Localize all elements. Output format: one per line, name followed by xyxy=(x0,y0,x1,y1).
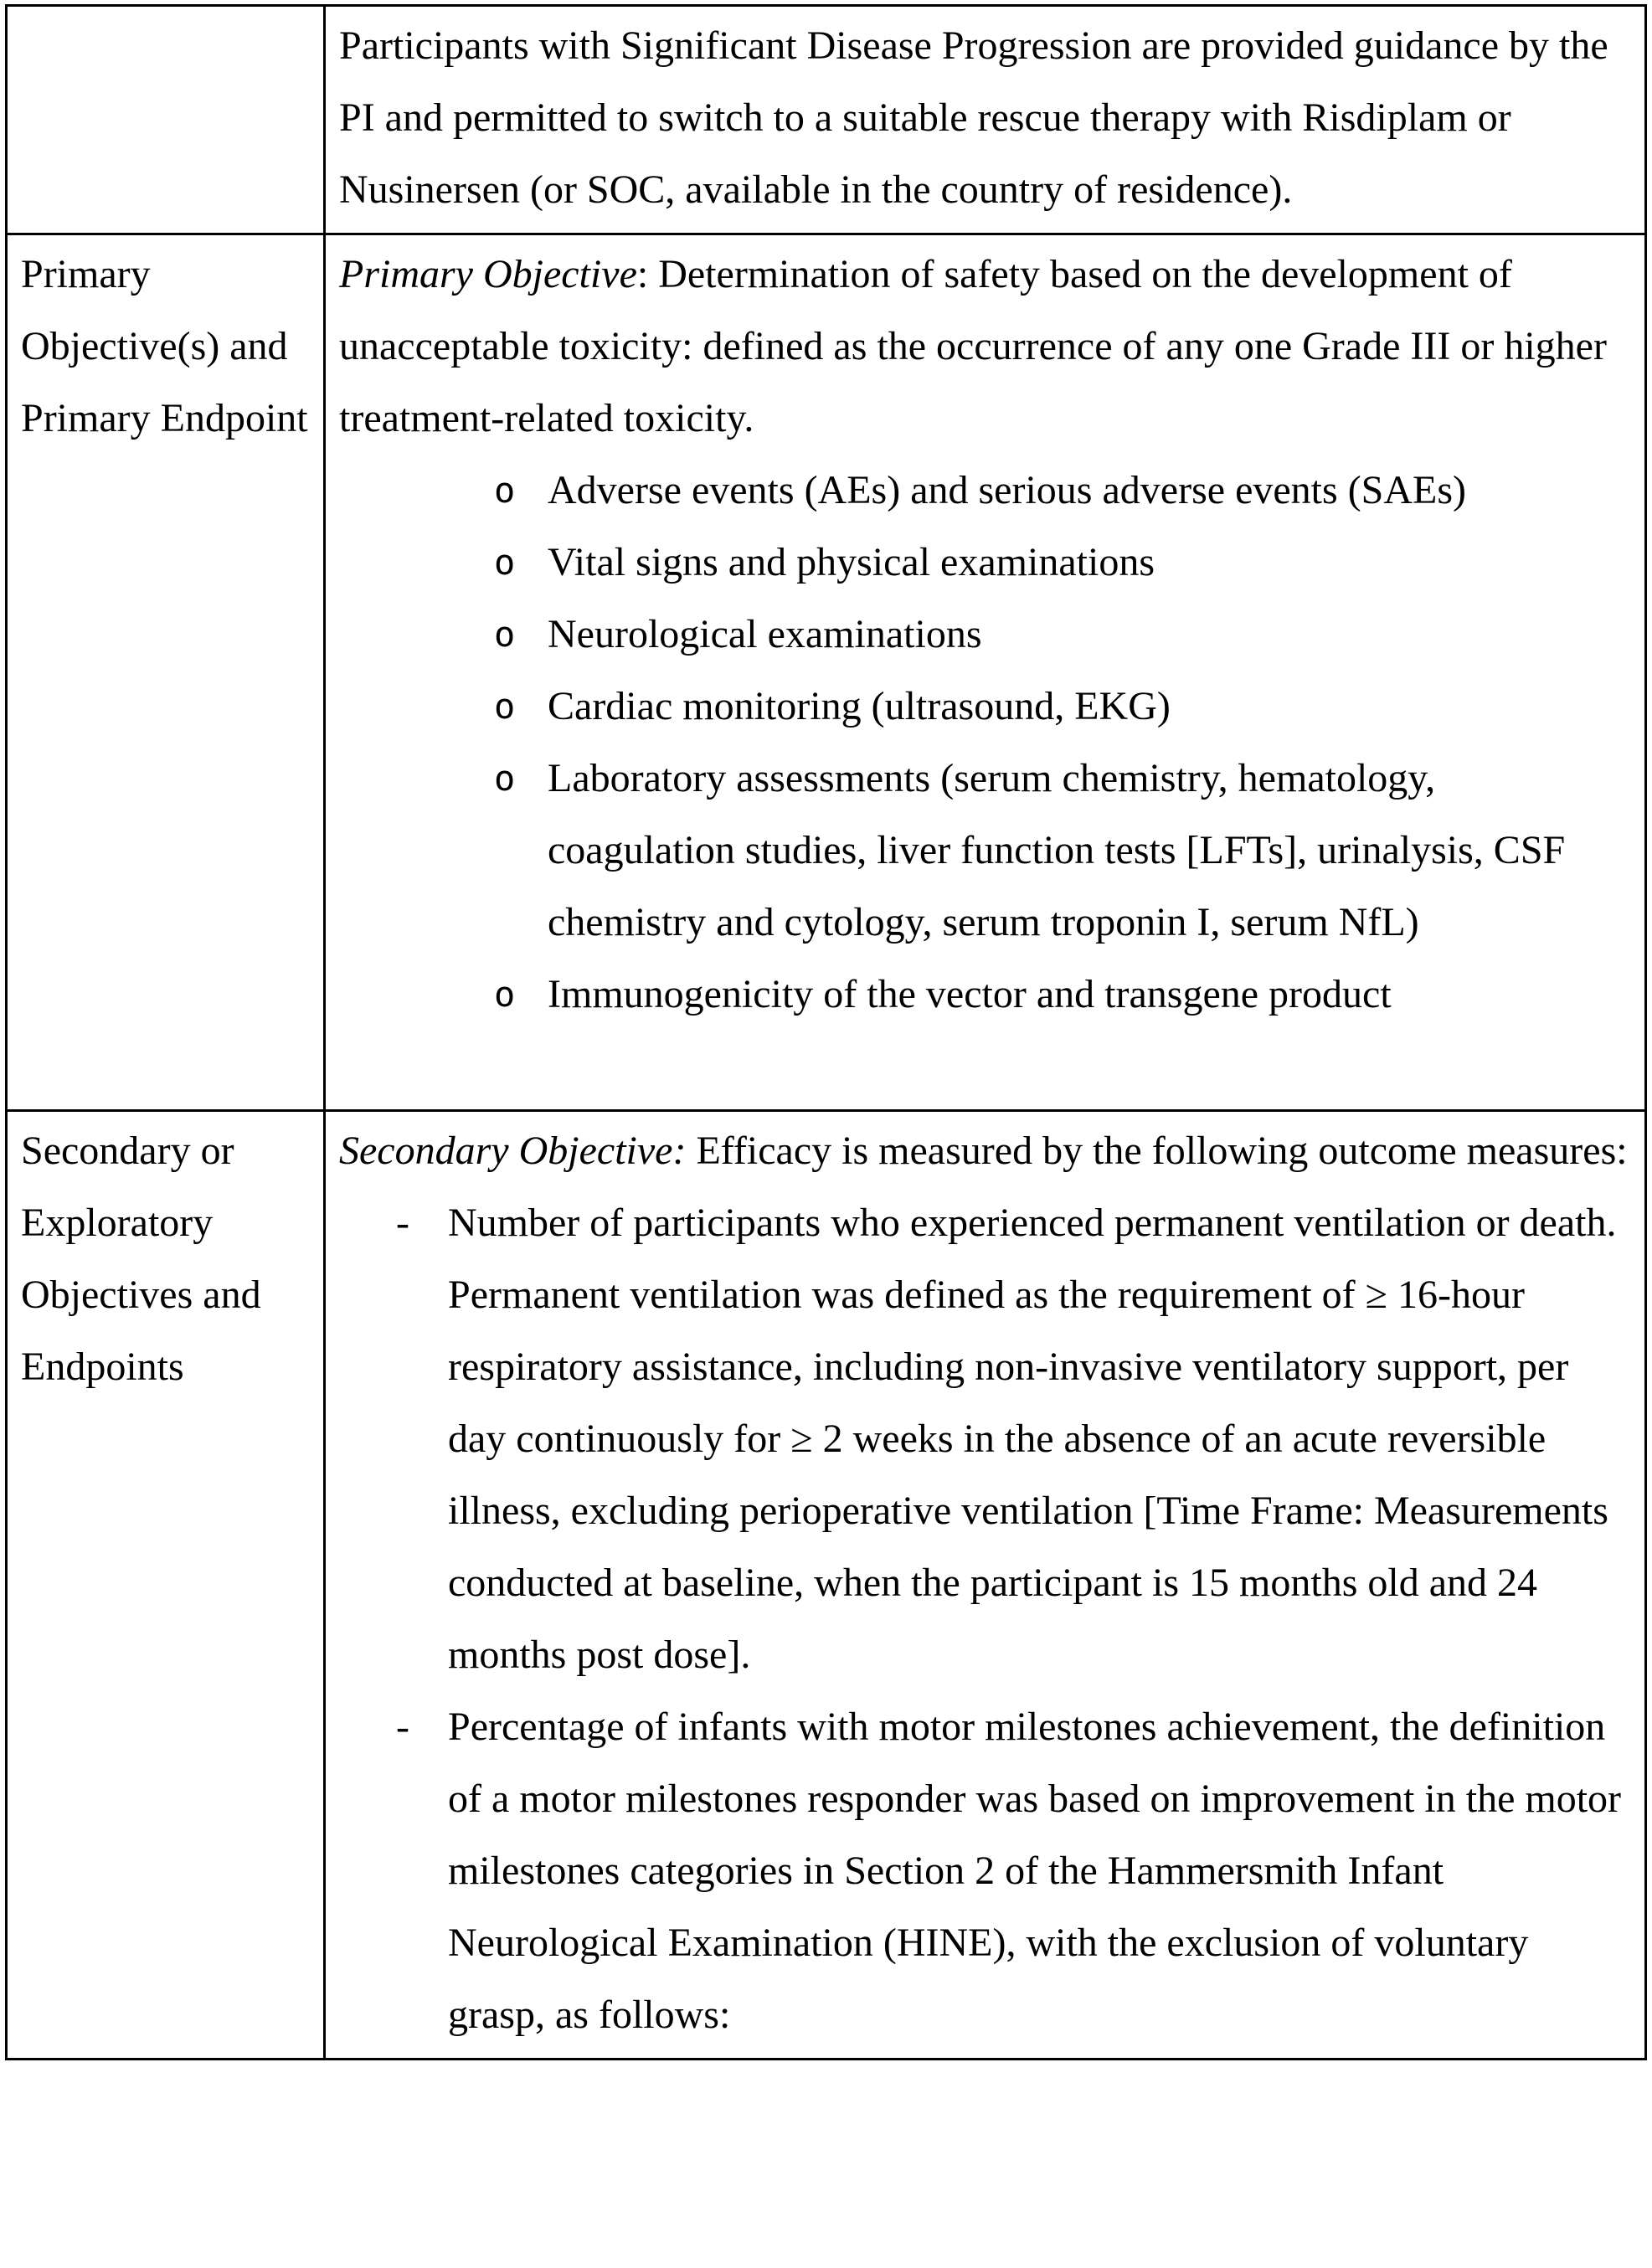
bullet-text: Laboratory assessments (serum chemistry, hematology, coagulation studies, liver function tests [LFTs], urinalysis, CSF chemistry and cytology, serum troponin I, serum NfL) xyxy=(548,756,1566,944)
bullet-item xyxy=(494,743,1631,959)
bullet-marker: o xyxy=(494,686,516,727)
bullet-text: Vital signs and physical examinations xyxy=(548,540,1155,584)
bullet-marker: o xyxy=(494,758,516,799)
protocol-synopsis-table xyxy=(5,4,1647,2060)
secondary-endpoint-dash-list xyxy=(339,1187,1631,2051)
bullet-text: Adverse events (AEs) and serious adverse events (SAEs) xyxy=(548,468,1467,512)
bullet-text: Neurological examinations xyxy=(548,612,982,656)
table-row-rescue-therapy xyxy=(8,7,1644,233)
bullet-text: Immunogenicity of the vector and transgene product xyxy=(548,972,1392,1016)
row-label-cell-empty xyxy=(8,7,326,233)
secondary-objective-lead-paragraph xyxy=(339,1115,1631,1187)
bullet-text: Cardiac monitoring (ultrasound, EKG) xyxy=(548,684,1171,728)
bullet-marker: o xyxy=(494,470,516,511)
dash-item-text: Number of participants who experienced permanent ventilation or death. Permanent ventilation was defined as the requirement of ≥ 16-hour respiratory assistance, including non-invasive ventilatory support, per day continuously for ≥ 2 weeks in the absence of an acute reversible illness, excluding perioperative ventilation [Time Frame: Measurements conducted at baseline, when the participant is 15 months old and 24 months post dose]. xyxy=(448,1201,1617,1677)
dash-item xyxy=(396,1187,1631,1691)
primary-objective-lead-paragraph xyxy=(339,239,1631,455)
table-row-secondary-objective xyxy=(8,1109,1644,2058)
row-label-primary-objective: Primary Objective(s) and Primary Endpoint xyxy=(8,235,326,1109)
row-content-cell xyxy=(326,1112,1644,2058)
bullet-item xyxy=(494,959,1631,1031)
row-label-secondary-objective: Secondary or Exploratory Objectives and Endpoints xyxy=(8,1112,326,2058)
table-row-primary-objective xyxy=(8,233,1644,1109)
dash-item-text: Percentage of infants with motor milestones achievement, the definition of a motor milestones responder was based on improvement in the motor milestones categories in Section 2 of the Hammersmith Infant Neurological Examination (HINE), with the exclusion of voluntary grasp, as follows: xyxy=(448,1705,1622,2037)
row-content-cell xyxy=(326,7,1644,233)
bullet-item xyxy=(494,671,1631,743)
secondary-objective-heading: Secondary Objective: xyxy=(339,1129,687,1173)
bullet-item xyxy=(494,455,1631,527)
dash-item xyxy=(396,1691,1631,2051)
bullet-marker: o xyxy=(494,974,516,1015)
row-content-cell xyxy=(326,235,1644,1109)
blank-line xyxy=(339,1031,1631,1103)
rescue-therapy-paragraph: Participants with Significant Disease Progression are provided guidance by the PI and permitted to switch to a suitable rescue therapy with Risdiplam or Nusinersen (or SOC, available in the country of residence). xyxy=(339,23,1608,212)
primary-endpoint-bullet-list xyxy=(339,455,1631,1031)
bullet-item xyxy=(494,599,1631,671)
primary-objective-lead-text: : Determination of safety based on the development of unacceptable toxicity: defined as the occurrence of any one Grade III or higher treatment-related toxicity. xyxy=(339,252,1607,440)
dash-marker: - xyxy=(396,1201,409,1245)
dash-marker: - xyxy=(396,1705,409,1749)
bullet-marker: o xyxy=(494,542,516,583)
bullet-item xyxy=(494,527,1631,599)
primary-objective-heading: Primary Objective xyxy=(339,252,637,296)
secondary-objective-lead-text: Efficacy is measured by the following outcome measures: xyxy=(686,1129,1628,1173)
bullet-marker: o xyxy=(494,614,516,655)
